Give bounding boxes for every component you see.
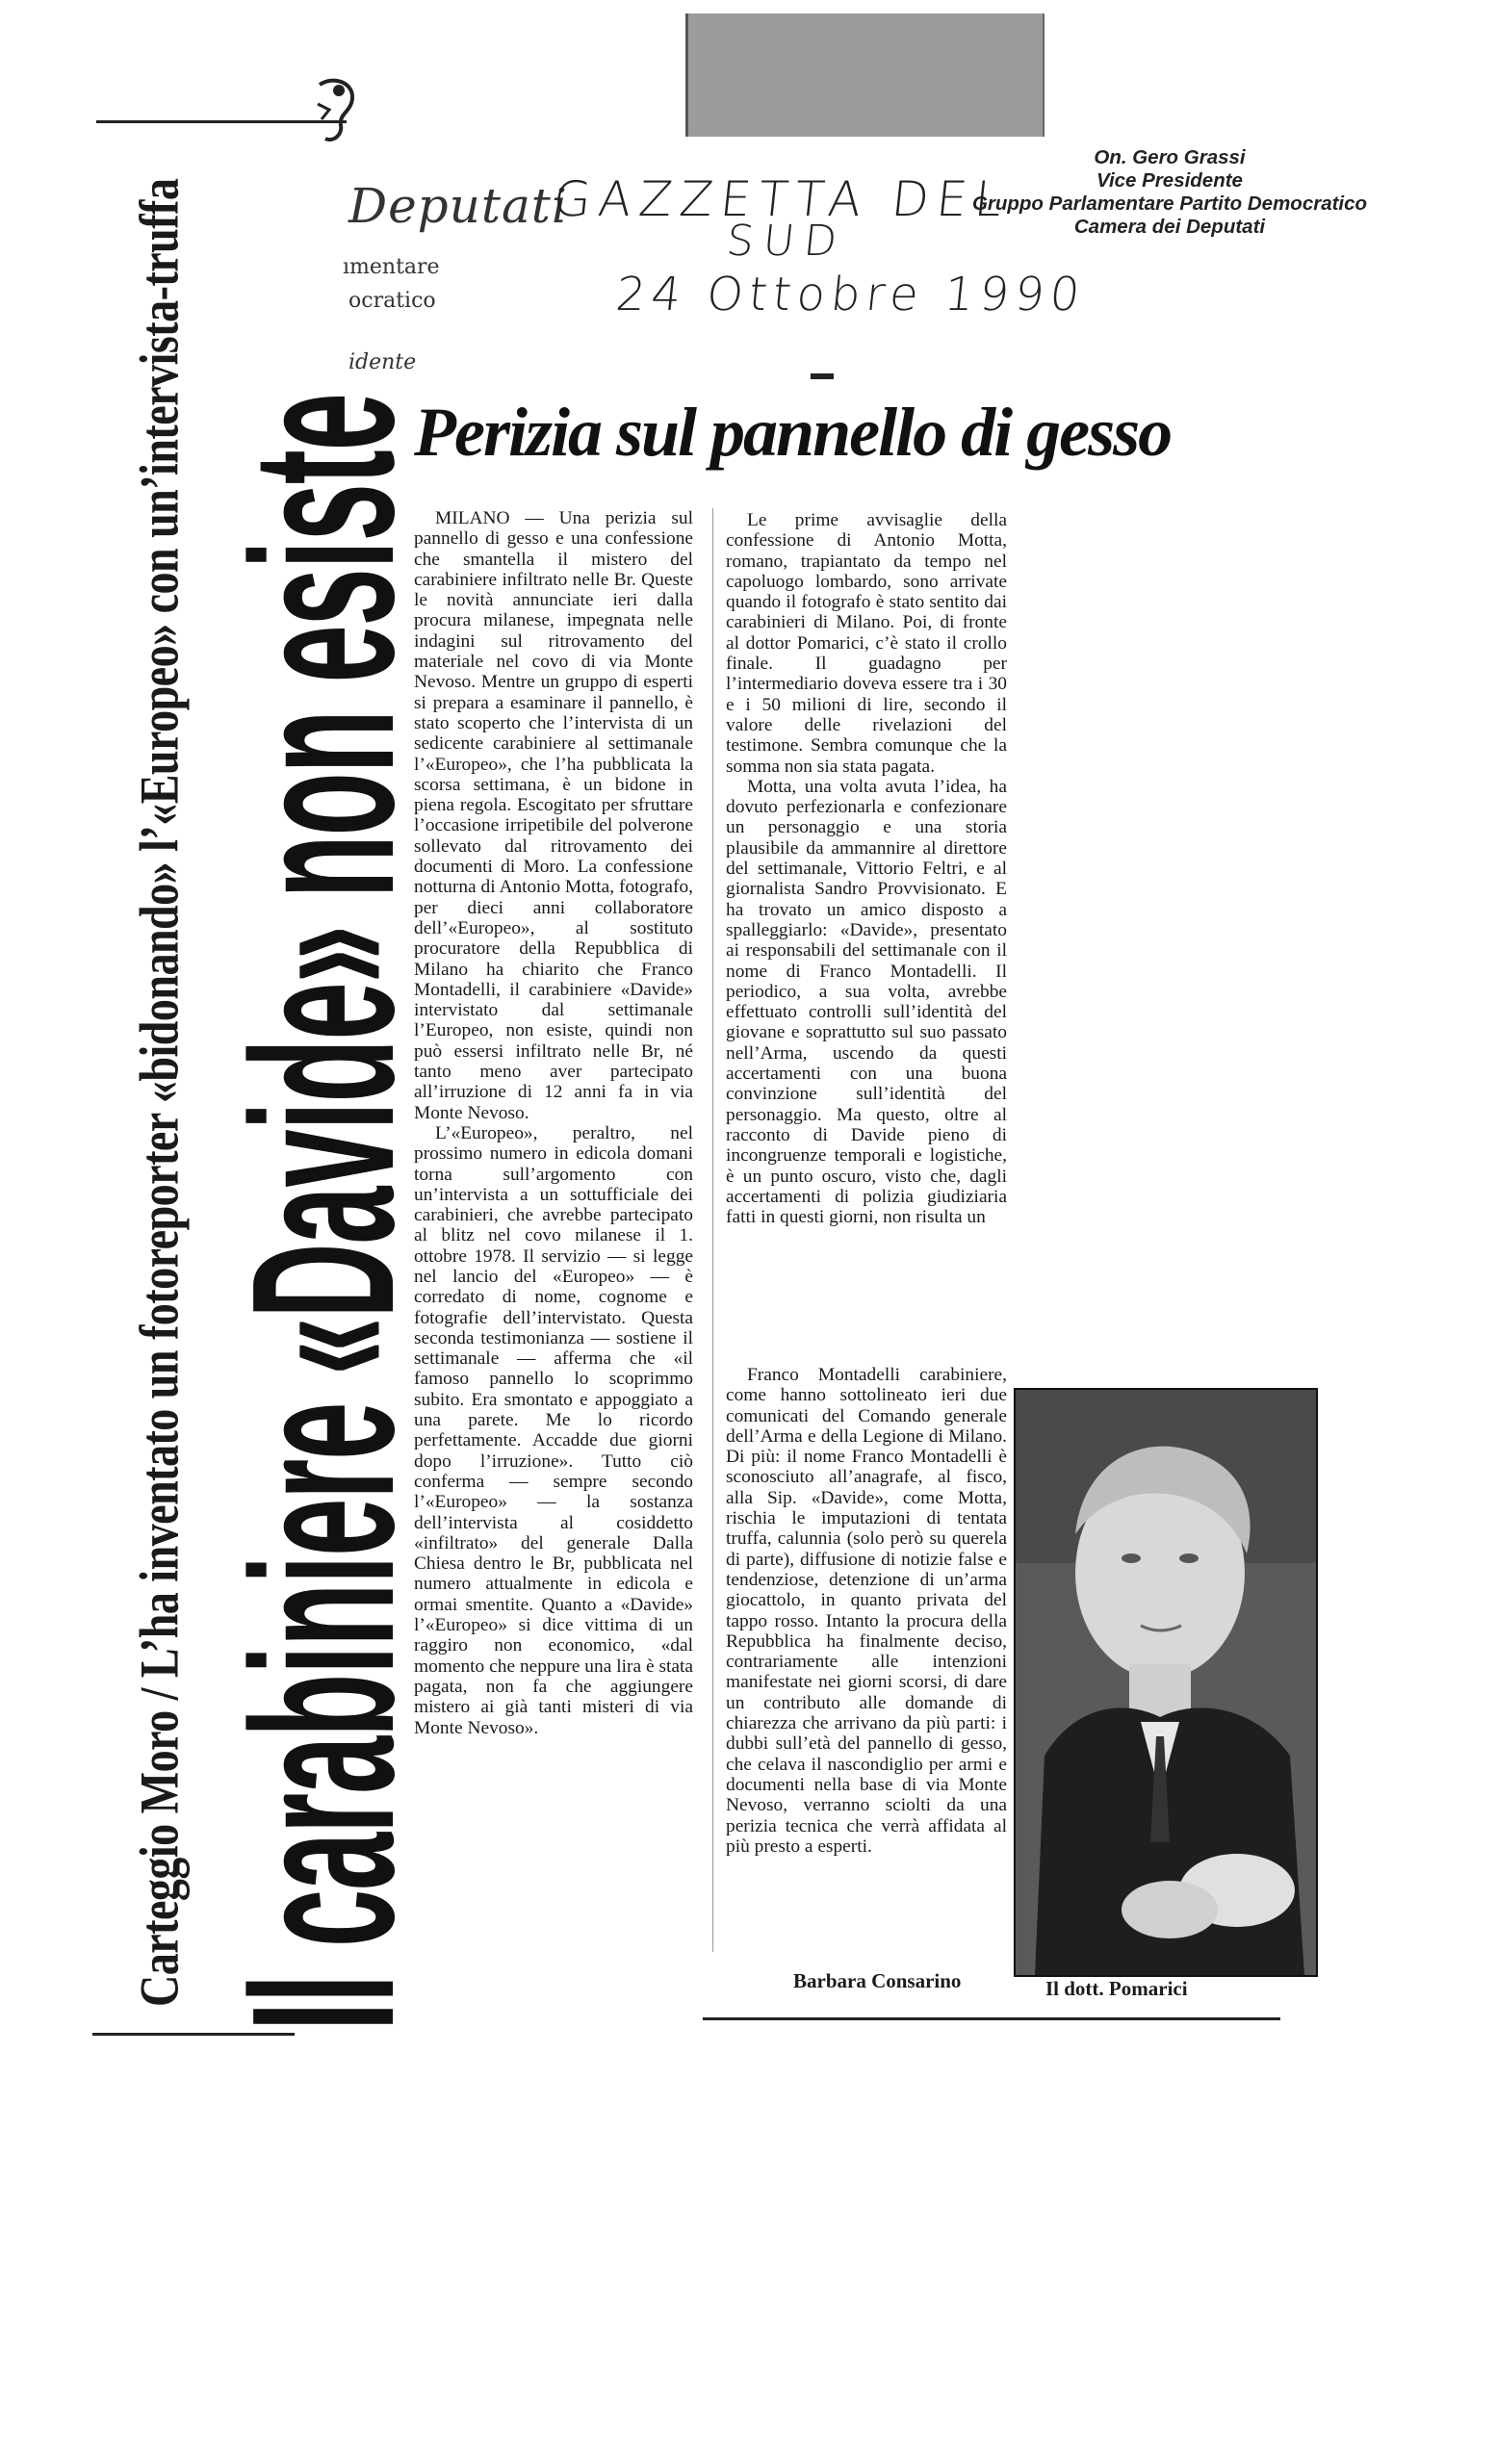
- byline: Barbara Consarino: [793, 1969, 962, 1992]
- portrait-photo: [1014, 1388, 1318, 1977]
- top-gray-strip: [685, 13, 1045, 137]
- handwritten-date: 24 Ottobre 1990: [613, 268, 1089, 321]
- article-paragraph: MILANO — Una perizia sul pannello di gesso e una confessione che smantella il mistero del carabiniere infiltrato nelle Br. Queste le novità annunciate ieri dalla procura milanese, impegnata nelle indagini sul ritrovamento del materiale nel covo di via Monte Nevoso. Mentre un gruppo di esperti si prepara a esaminare il pannello, è stato scoperto che l’intervista di un sedicente carabiniere al settimanale l’«Europeo», che l’ha pubblicata la scorsa settimana, è un bidone in piena regola. Escogitato per sfruttare l’occasione irripetibile del polverone sollevato dal ritrovamento dei documenti di Moro. La confessione notturna di Antonio Motta, fotografo, per dieci anni collaboratore dell’«Europeo», al sostituto procuratore della Repubblica di Milano ha chiarito che Franco Montadelli, il carabiniere «Davide» intervistato dal settimanale l’Europeo, non esiste, quindi non può essersi infiltrato nelle Br, né tanto meno aver partecipato all’irruzione di 12 anni fa in via Monte Nevoso.: [414, 508, 693, 1123]
- deputy-stamp: [953, 146, 1386, 239]
- photo-caption: Il dott. Pomarici: [1045, 1977, 1188, 2000]
- main-vertical-headline: Il carabiniere «Davide» non esiste: [208, 394, 436, 2031]
- stamp-group: Gruppo Parlamentare Partito Democratico: [971, 192, 1368, 215]
- letterhead-title: Deputati: [348, 178, 568, 234]
- kicker-underline: [92, 2033, 295, 2036]
- top-rule: [96, 120, 347, 123]
- stamp-role: Vice Presidente: [1096, 169, 1243, 192]
- emblem-icon: [310, 75, 360, 146]
- letterhead-line: ocratico: [348, 289, 436, 313]
- article-column-1: [414, 508, 693, 1738]
- article-column-2: [726, 510, 1007, 1227]
- stamp-chamber: Camera dei Deputati: [1073, 216, 1266, 238]
- article-paragraph: L’«Europeo», peraltro, nel prossimo numero in edicola domani torna sull’argomento con un’intervista a un sottufficiale dei carabinieri, che avrebbe partecipato al blitz nel covo milanese il 1. ottobre 1978. Il servizio — si legge nel lancio del «Europeo» — è corredato di nome, cognome e fotografie dell’intervistato. Questa seconda testimonianza — sostiene il settimanale — afferma che «il famoso pannello lo scoprimmo subito. Era smontato e appoggiato a una parete. Me lo ricordo perfettamente. Accadde due giorni dopo l’irruzione». Tutto ciò conferma — sempre secondo l’«Europeo» — la sostanza dell’intervista al cosiddetto «infiltrato» del generale Dalla Chiesa dentro le Br, pubblicata nel numero attualmente in edicola e ormai smentite. Quanto a «Davide» l’«Europeo» si dice vittima di un raggiro non economico, «dal momento che neppure una lira è stata pagata, non fa che aggiungere mistero ai già tanti misteri di via Monte Nevoso».: [414, 1122, 693, 1738]
- bottom-rule: [703, 2017, 1280, 2020]
- column-divider: [712, 508, 713, 1952]
- dash-mark: [811, 373, 834, 379]
- kicker-headline: Carteggio Moro / L’ha inventato un fotoreporter «bidonando» l’«Europeo» con un’intervista-truffa: [128, 178, 190, 2007]
- handwritten-newspaper-name: GAZZETTA DEL: [550, 171, 1013, 227]
- article-column-3: [726, 1365, 1007, 1857]
- letterhead-line: idente: [348, 350, 417, 374]
- letterhead-line: ımentare: [343, 255, 440, 279]
- article-paragraph: Franco Montadelli carabiniere, come hanno sottolineato ieri due comunicati del Comando generale dell’Arma e della Legione di Milano. Di più: il nome Franco Montadelli è sconosciuto all’anagrafe, al fisco, alla Sip. «Davide», come Motta, rischia le imputazioni di tentata truffa, calunnia (solo però su querela di parte), diffusione di notizie false e tendenziose, detenzione di un’arma giocattolo, in quanto privata del tappo rosso. Intanto la procura della Repubblica ha finalmente deciso, contrariamente alle intenzioni manifestate nei giorni scorsi, di dare un contributo alle domande di chiarezza che arrivano da più parti: i dubbi sull’età del pannello di gesso, che celava il nascondiglio per armi e documenti nella base di via Monte Nevoso, verranno sciolti da una perizia tecnica che verrà affidata al più presto a esperti.: [726, 1365, 1007, 1857]
- stamp-name: On. Gero Grassi: [1094, 146, 1246, 168]
- handwritten-newspaper-name-2: SUD: [724, 217, 849, 266]
- article-paragraph: Motta, una volta avuta l’idea, ha dovuto perfezionarla e confezionare un personaggio e una storia plausibile da ammannire al direttore del settimanale, Vittorio Feltri, e al giornalista Sandro Provvisionato. E ha trovato un amico disposto a spalleggiarlo: «Davide», presentato ai responsabili del settimanale con il nome di Franco Montadelli. Il periodico, a sua volta, avrebbe effettuato controlli sull’identità del giovane e soprattutto sul suo passato nell’Arma, uscendo da questi accertamenti con una buona convinzione sull’identità del personaggio. Ma questo, oltre al racconto di Davide pieno di incongruenze temporali e logistiche, è un punto oscuro, visto che, dagli accertamenti di polizia giudiziaria fatti in questi giorni, non risulta un: [726, 776, 1007, 1228]
- article-paragraph: Le prime avvisaglie della confessione di Antonio Motta, romano, trapiantato da tempo nel capoluogo lombardo, sono arrivate quando il fotografo è stato sentito dai carabinieri di Milano. Poi, di fronte al dottor Pomarici, c’è stato il crollo finale. Il guadagno per l’intermediario doveva essere tra i 30 e i 50 milioni di lire, secondo il valore delle rivelazioni del testimone. Sembra comunque che la somma non sia stata pagata.: [726, 510, 1007, 777]
- article-headline: Perizia sul pannello di gesso: [414, 394, 1172, 471]
